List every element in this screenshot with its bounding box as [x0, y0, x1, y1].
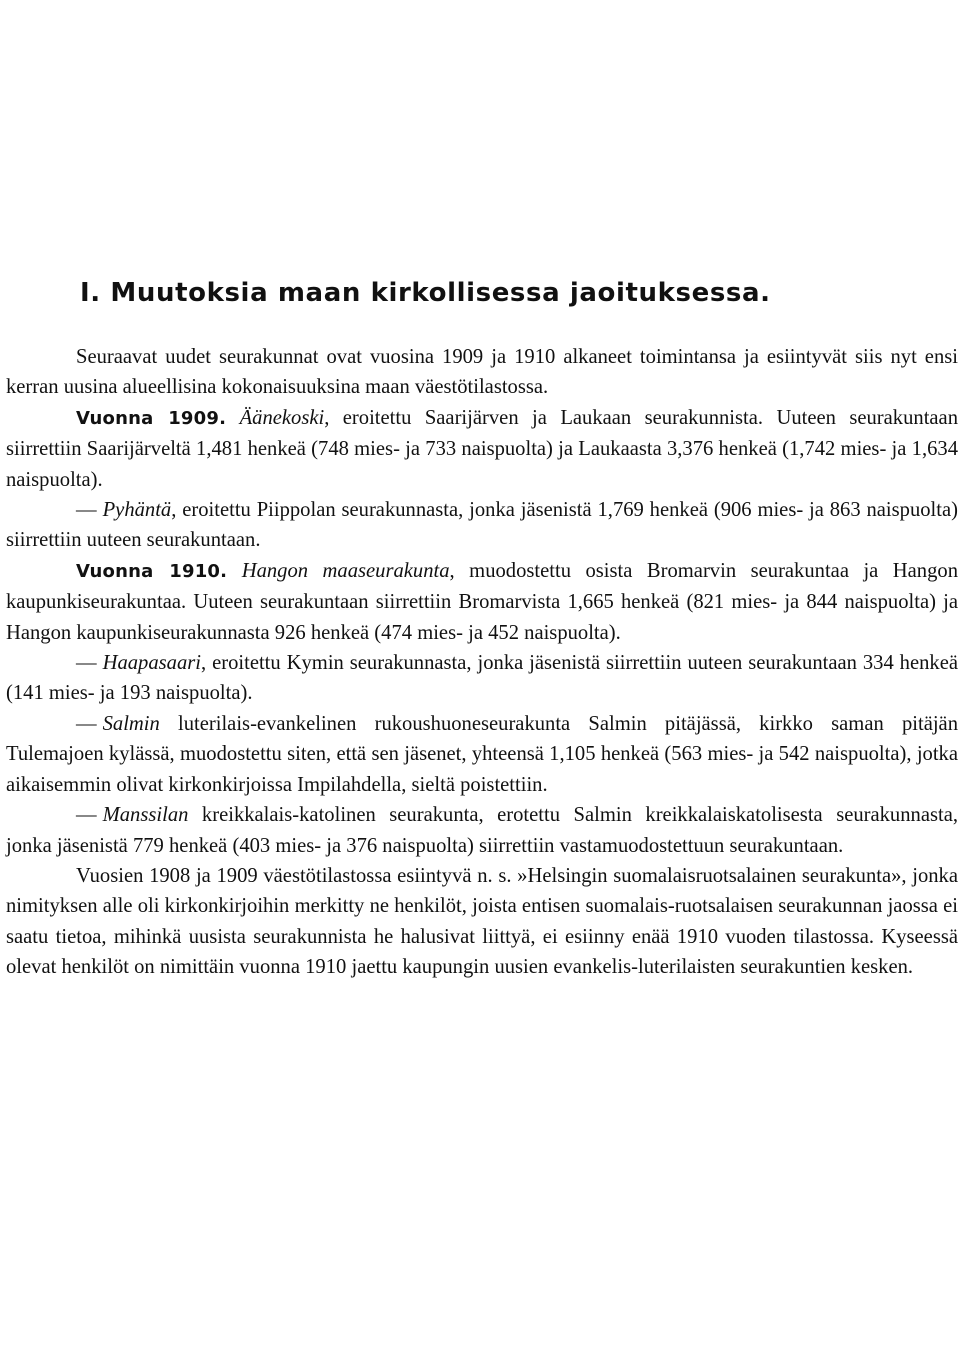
paragraph-aanekoski [6, 403, 958, 495]
closing-paragraph: Vuosien 1908 ja 1909 väestötilastossa esiintyvä n. s. »Helsingin suomalaisruotsalainen seurakunta», jonka nimityksen alle oli kirkonkirjoihin merkitty ne henkilöt, joista entisen suomalais-ruotsalaisen seurakunnan jaossa ei saatu tietoa, mihinkä uusista seurakunnista he halusivat liittyä, ei esiinny enää 1910 vuoden tilastossa. Kyseessä olevat henkilöt on nimittäin vuonna 1910 jaettu kaupungin uusien evankelis-luterilaisten seurakuntien kesken. [6, 864, 958, 979]
parish-name-aanekoski: Äänekoski [239, 406, 325, 429]
parish-text-manssila: kreikkalais-katolinen seurakunta, erotettu Salmin kreikkalaiskatolisesta seurakunnasta, jonka jäsenistä 779 henkeä (403 mies- ja 376 naispuolta) siirrettiin vastamuodostettuun seurakuntaan. [6, 804, 958, 857]
parish-name-pyhanta: Pyhäntä [102, 499, 172, 522]
year-label-1909: Vuonna 1909. [76, 407, 227, 429]
parish-name-manssila: Manssilan [102, 804, 189, 827]
parish-text-haapasaari: , eroitettu Kymin seurakunnasta, jonka jäsenistä siirrettiin uuteen seurakuntaan 334 henkeä (141 mies- ja 193 naispuolta). [6, 652, 958, 705]
em-dash: — [76, 652, 97, 675]
parish-name-salmi: Salmin [102, 712, 160, 735]
parish-text-pyhanta: , eroitettu Piippolan seurakunnasta, jonka jäsenistä 1,769 henkeä (906 mies- ja 863 naispuolta) siirrettiin uuteen seurakuntaan. [6, 499, 958, 552]
parish-text-salmi: luterilais-evankelinen rukoushuoneseurakunta Salmin pitäjässä, kirkko saman pitäjän Tulemajoen kylässä, muodostettu siten, että sen jäsenet, yhteensä 1,105 henkeä (563 mies- ja 542 naispuolta), jotka aikaisemmin olivat kirkonkirjoissa Impilahdella, sieltä poistettiin. [6, 712, 958, 796]
year-label-1910: Vuonna 1910. [76, 560, 228, 582]
parish-name-haapasaari: Haapasaari [102, 652, 201, 675]
intro-paragraph: Seuraavat uudet seurakunnat ovat vuosina 1909 ja 1910 alkaneet toimintansa ja esiintyvät siis nyt ensi kerran uusina alueellisina kokonaisuuksina maan väestötilastossa. [6, 346, 958, 399]
parish-name-hanko: Hangon maaseurakunta [241, 559, 450, 582]
paragraph-haapasaari [6, 648, 958, 709]
em-dash: — [76, 499, 97, 522]
section-heading: I. Muutoksia maan kirkollisessa jaoituksessa. [80, 278, 771, 308]
em-dash: — [76, 712, 97, 735]
body-text [6, 342, 958, 983]
paragraph-hangon-maaseurakunta [6, 556, 958, 648]
paragraph-manssila [6, 800, 958, 861]
paragraph-pyhanta [6, 495, 958, 556]
parish-text-aanekoski: , eroitettu Saarijärven ja Laukaan seurakunnista. Uuteen seurakuntaan siirrettiin Saarijärveltä 1,481 henkeä (748 mies- ja 733 naispuolta) ja Laukaasta 3,376 henkeä (1,742 mies- ja 1,634 naispuolta). [6, 406, 958, 491]
paragraph-salmi [6, 709, 958, 800]
em-dash: — [76, 804, 97, 827]
parish-text-hanko: , muodostettu osista Bromarvin seurakuntaa ja Hangon kaupunkiseurakuntaa. Uuteen seurakuntaan siirrettiin Bromarvista 1,665 henkeä (821 mies- ja 844 naispuolta) ja Hangon kaupunkiseurakunnasta 926 henkeä (474 mies- ja 452 naispuolta). [6, 559, 958, 644]
